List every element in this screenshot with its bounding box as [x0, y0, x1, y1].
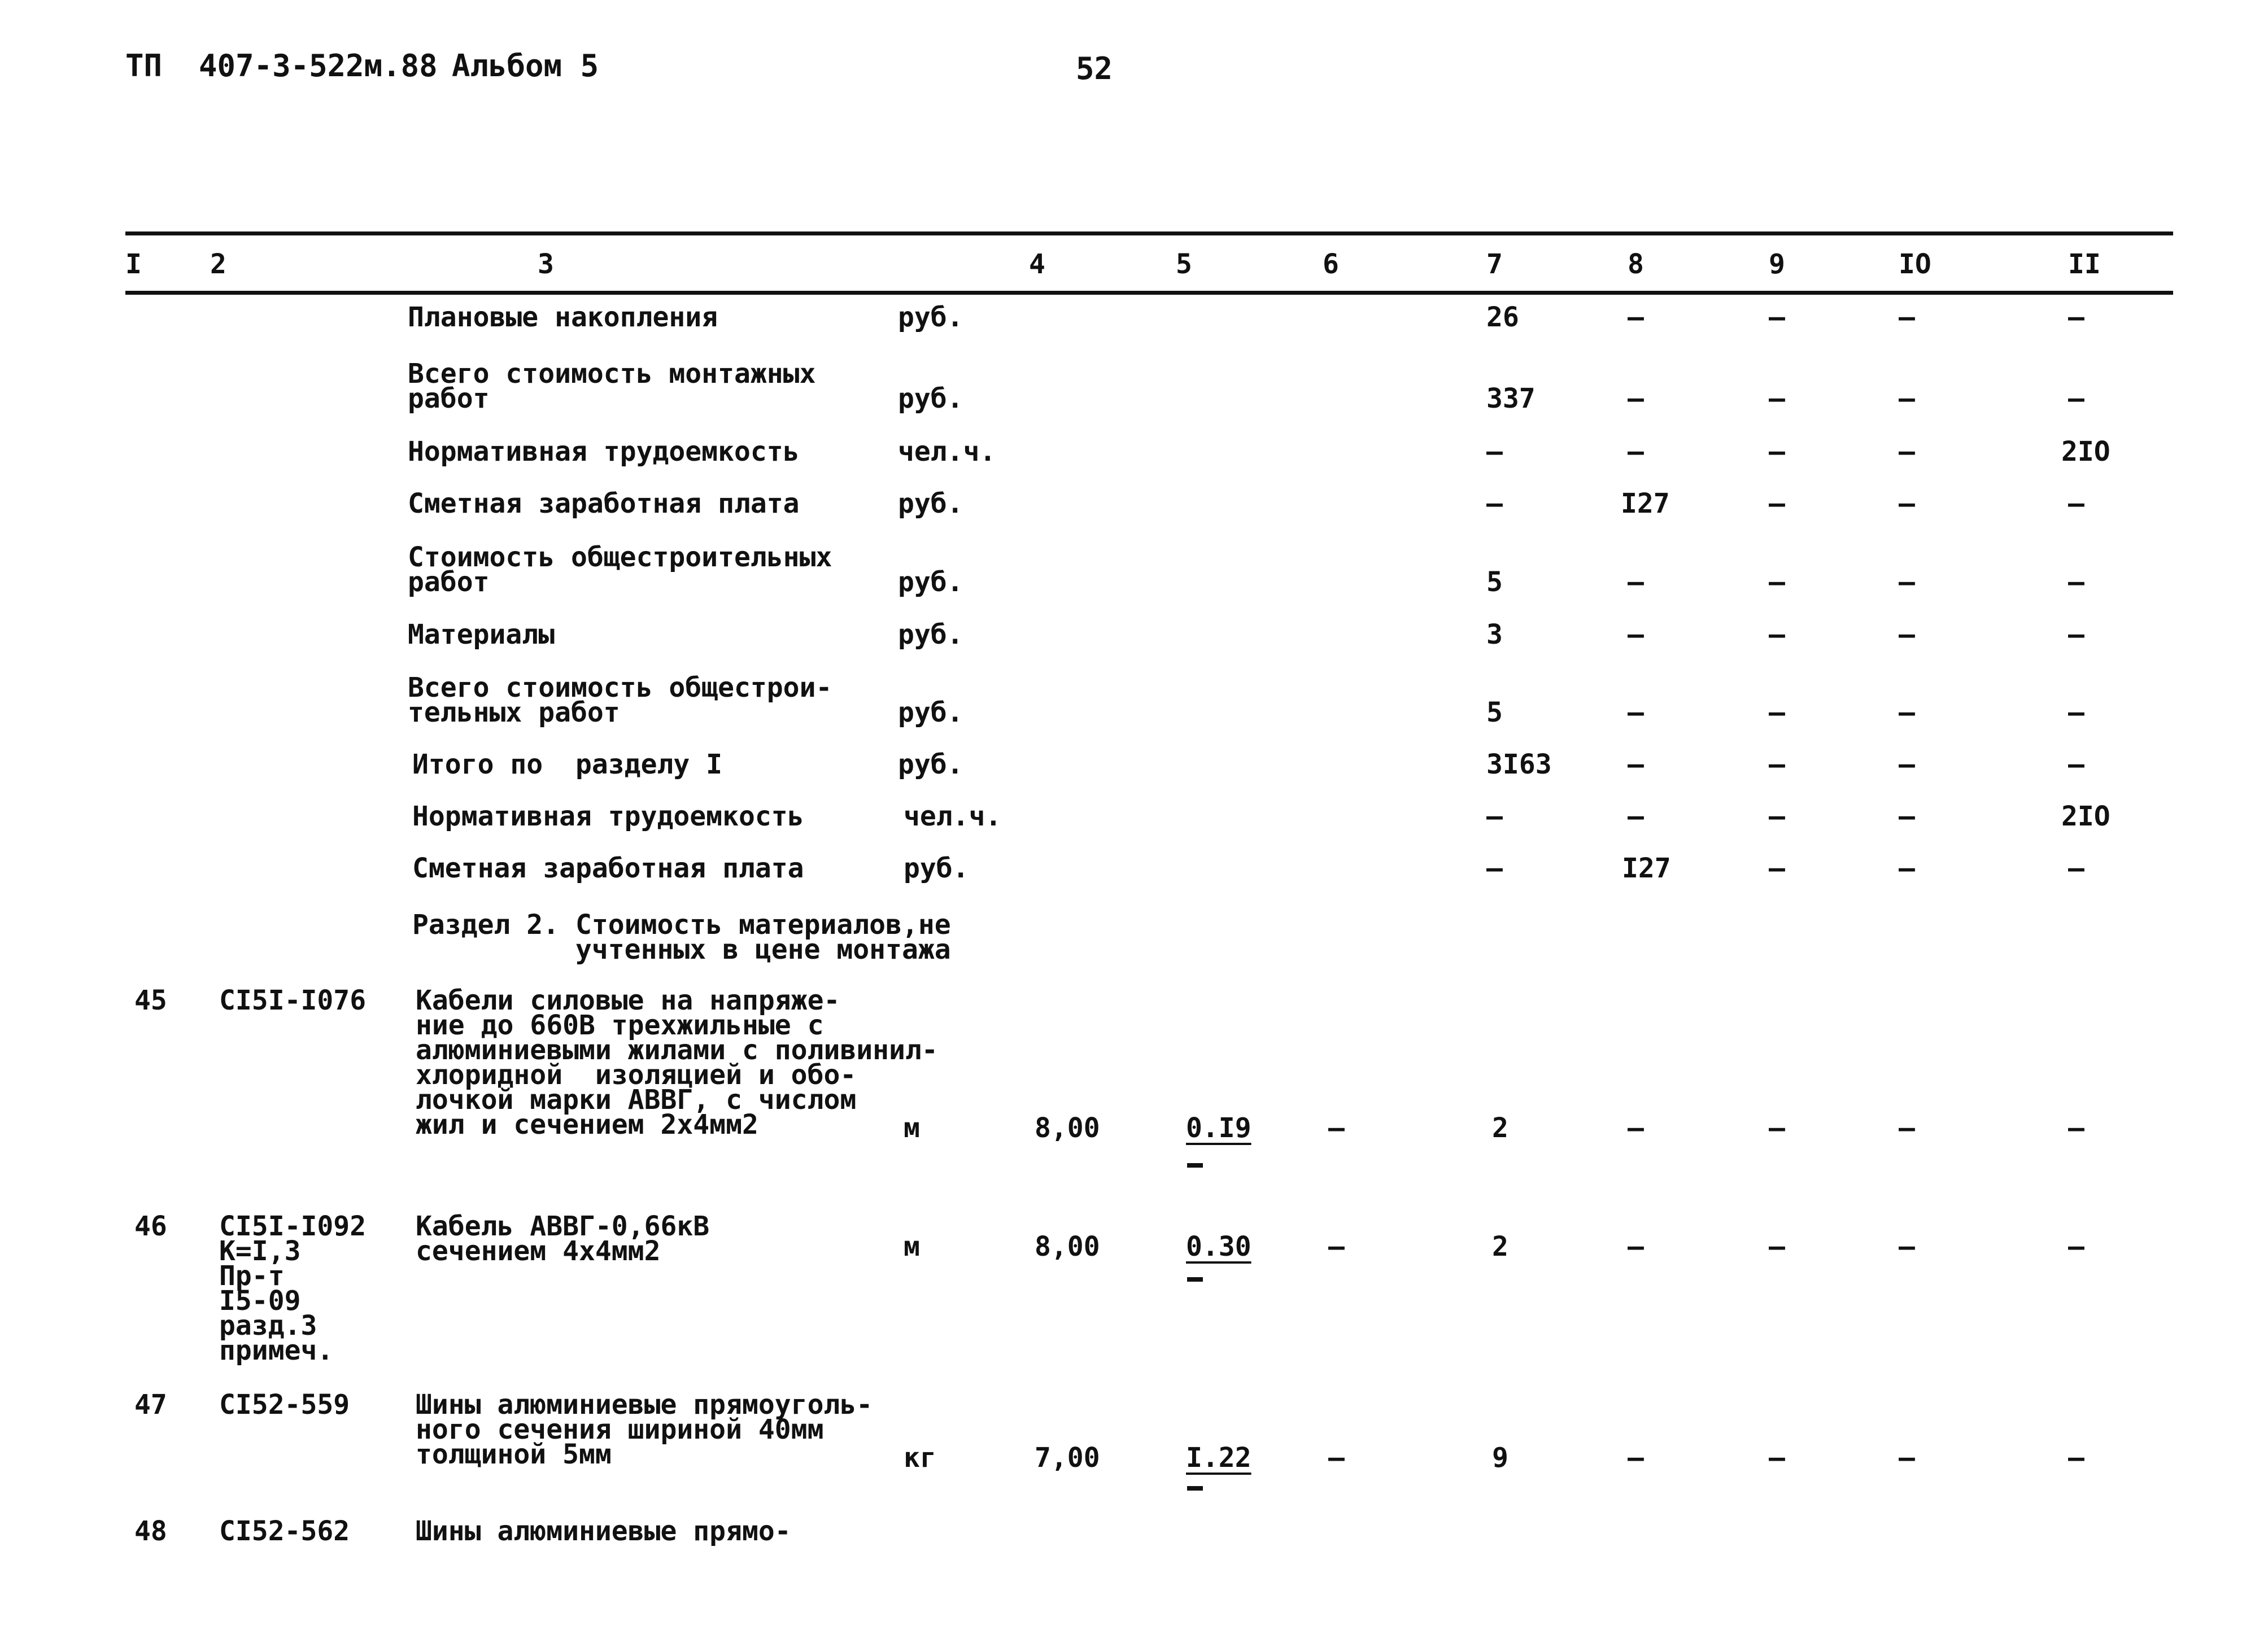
row-description: Сметная заработная плата: [412, 853, 804, 884]
row-col8: –: [1628, 619, 1644, 650]
row-col8: –: [1628, 749, 1644, 780]
row-col11: –: [2068, 749, 2084, 780]
row-col9: –: [1769, 801, 1785, 832]
row-description: Всего стоимость общестрои- тельных работ: [408, 672, 832, 728]
column-header: 6: [1323, 248, 1339, 280]
item-code: CI52-559: [219, 1389, 350, 1421]
item-description: Кабели силовые на напряже- ние до 660В трехжильные с алюминиевыми жилами с поливинил- хлоридной изоляцией и обо- лочкой марки АВВГ, с числом жил и сечением 2х4мм2: [416, 985, 938, 1141]
column-header: 4: [1029, 248, 1045, 280]
item-unit-price: I.22: [1186, 1442, 1251, 1474]
row-description: Нормативная трудоемкость: [408, 436, 800, 468]
item-col8: –: [1628, 1112, 1644, 1144]
row-cost: 5: [1486, 566, 1503, 598]
item-unit-price: 0.I9: [1186, 1112, 1251, 1144]
row-unit: руб.: [898, 383, 963, 414]
item-number: 48: [134, 1515, 167, 1547]
row-col8: –: [1628, 383, 1644, 414]
item-col10: –: [1899, 1442, 1915, 1474]
item-col9: –: [1769, 1442, 1785, 1474]
row-unit: руб.: [898, 302, 963, 333]
item-quantity: 7,00: [1035, 1442, 1100, 1474]
item-col9: –: [1769, 1231, 1785, 1262]
row-col10: –: [1899, 853, 1915, 884]
item-unit: м: [904, 1231, 920, 1262]
row-col10: –: [1899, 566, 1915, 598]
row-cost: 3I63: [1486, 749, 1552, 780]
row-unit: чел.ч.: [898, 436, 996, 468]
item-description: Шины алюминиевые прямоуголь- ного сечения шириной 40мм толщиной 5мм: [416, 1389, 873, 1470]
row-cost: –: [1486, 853, 1503, 884]
item-number: 46: [134, 1211, 167, 1242]
row-cost: –: [1486, 488, 1503, 519]
item-unit-price: 0.30: [1186, 1231, 1251, 1262]
row-col10: –: [1899, 801, 1915, 832]
row-col9: –: [1769, 383, 1785, 414]
row-unit: руб.: [898, 566, 963, 598]
row-cost: 5: [1486, 697, 1503, 728]
row-col10: –: [1899, 749, 1915, 780]
row-col11: 2IO: [2061, 801, 2110, 832]
page-number: 52: [1076, 51, 1113, 86]
row-col11: –: [2068, 619, 2084, 650]
item-number: 47: [134, 1389, 167, 1421]
column-header: 8: [1628, 248, 1644, 280]
row-description: Итого по разделу I: [412, 749, 723, 780]
column-header: 7: [1486, 248, 1503, 280]
column-header: IO: [1899, 248, 1931, 280]
row-col9: –: [1769, 488, 1785, 519]
item-col8: –: [1628, 1231, 1644, 1262]
row-unit: чел.ч.: [904, 801, 1002, 832]
item-col10: –: [1899, 1231, 1915, 1262]
table-top-rule: [125, 231, 2173, 235]
column-header: I: [125, 248, 142, 280]
row-description: Сметная заработная плата: [408, 488, 800, 519]
row-col8: I27: [1621, 488, 1670, 519]
item-unit: кг: [904, 1442, 936, 1474]
underline-dash-mark: [1187, 1277, 1203, 1282]
item-number: 45: [134, 985, 167, 1016]
row-col10: –: [1899, 488, 1915, 519]
item-col11: –: [2068, 1231, 2084, 1262]
row-unit: руб.: [904, 853, 969, 884]
row-col9: –: [1769, 853, 1785, 884]
row-unit: руб.: [898, 749, 963, 780]
underline-dash-mark: [1187, 1486, 1203, 1491]
item-col11: –: [2068, 1112, 2084, 1144]
row-description: Стоимость общестроительных работ: [408, 541, 832, 598]
row-col10: –: [1899, 697, 1915, 728]
row-cost: 3: [1486, 619, 1503, 650]
row-col11: –: [2068, 488, 2084, 519]
row-description: Всего стоимость монтажных работ: [408, 358, 816, 414]
row-col8: –: [1628, 566, 1644, 598]
item-code: CI52-562: [219, 1515, 350, 1547]
row-col11: –: [2068, 697, 2084, 728]
row-unit: руб.: [898, 697, 963, 728]
row-col10: –: [1899, 619, 1915, 650]
row-col11: –: [2068, 566, 2084, 598]
row-unit: руб.: [898, 619, 963, 650]
row-col11: 2IO: [2061, 436, 2110, 468]
item-col8: –: [1628, 1442, 1644, 1474]
column-header: 9: [1769, 248, 1785, 280]
row-col10: –: [1899, 383, 1915, 414]
item-col6: –: [1328, 1442, 1345, 1474]
row-description: Плановые накопления: [408, 302, 718, 333]
row-col10: –: [1899, 302, 1915, 333]
item-col9: –: [1769, 1112, 1785, 1144]
row-col9: –: [1769, 302, 1785, 333]
item-code: CI5I-I092 К=I,3 Пр-т I5-09 разд.3 примеч.: [219, 1211, 367, 1366]
item-description: Кабель АВВГ-0,66кВ сечением 4х4мм2: [416, 1211, 710, 1267]
row-col11: –: [2068, 383, 2084, 414]
row-col10: –: [1899, 436, 1915, 468]
row-col8: –: [1628, 302, 1644, 333]
row-col11: –: [2068, 853, 2084, 884]
row-col9: –: [1769, 566, 1785, 598]
item-cost: 2: [1492, 1231, 1508, 1262]
row-col9: –: [1769, 619, 1785, 650]
row-description: Материалы: [408, 619, 555, 650]
row-col8: –: [1628, 801, 1644, 832]
table-header-rule: [125, 291, 2173, 295]
item-unit: м: [904, 1112, 920, 1144]
column-header: 5: [1176, 248, 1192, 280]
row-col11: –: [2068, 302, 2084, 333]
row-cost: 337: [1486, 383, 1536, 414]
row-col9: –: [1769, 697, 1785, 728]
item-col6: –: [1328, 1231, 1345, 1262]
row-col9: –: [1769, 436, 1785, 468]
column-header: 3: [538, 248, 554, 280]
row-col8: I27: [1622, 853, 1671, 884]
underline-dash-mark: [1187, 1163, 1203, 1168]
item-code: CI5I-I076: [219, 985, 367, 1016]
column-header: II: [2068, 248, 2101, 280]
row-description: Нормативная трудоемкость: [412, 801, 804, 832]
item-description: Шины алюминиевые прямо-: [416, 1515, 791, 1547]
item-col6: –: [1328, 1112, 1345, 1144]
album-label: Альбом 5: [452, 48, 599, 84]
row-col9: –: [1769, 749, 1785, 780]
column-header: 2: [210, 248, 226, 280]
row-unit: руб.: [898, 488, 963, 519]
row-cost: 26: [1486, 302, 1519, 333]
item-quantity: 8,00: [1035, 1231, 1100, 1262]
document-code: ТП 407-3-522м.88: [125, 48, 438, 84]
section-title: Раздел 2. Стоимость материалов,не учтенных в цене монтажа: [412, 909, 951, 965]
row-col8: –: [1628, 436, 1644, 468]
item-col11: –: [2068, 1442, 2084, 1474]
item-cost: 2: [1492, 1112, 1508, 1144]
item-col10: –: [1899, 1112, 1915, 1144]
item-quantity: 8,00: [1035, 1112, 1100, 1144]
row-cost: –: [1486, 436, 1503, 468]
item-cost: 9: [1492, 1442, 1508, 1474]
row-cost: –: [1486, 801, 1503, 832]
row-col8: –: [1628, 697, 1644, 728]
